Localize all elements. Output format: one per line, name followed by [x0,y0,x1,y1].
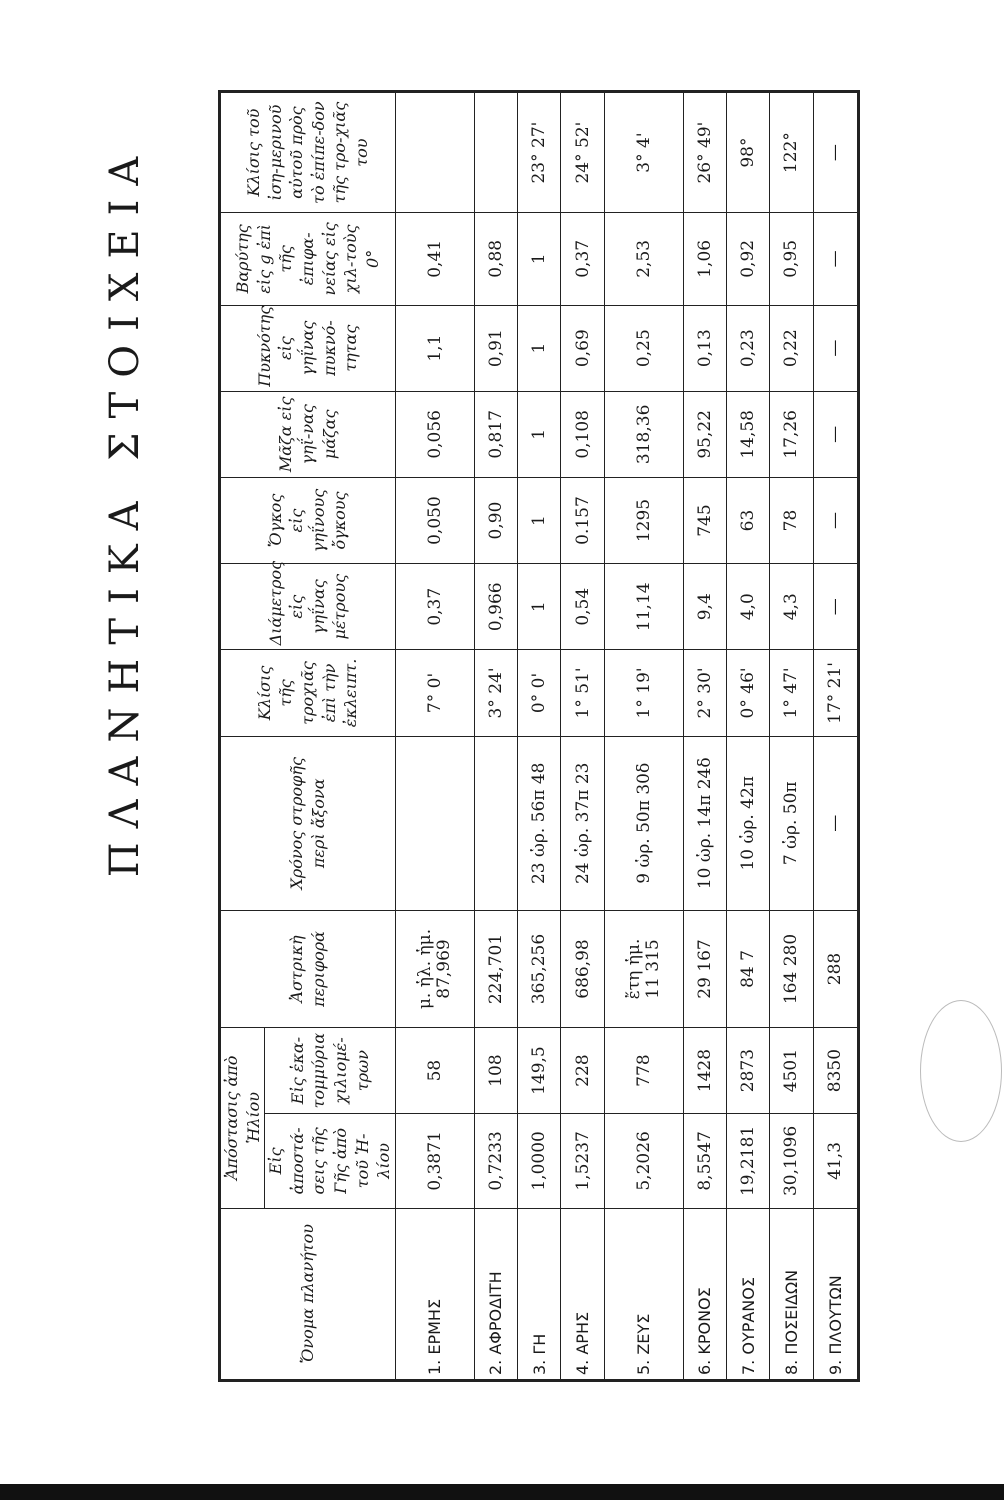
cell-sidereal: 686,98 [561,911,604,1028]
cell-rotation: 23 ὡρ. 56π 48 [518,736,561,910]
scan-stain [920,1000,1002,1142]
cell-diameter: 0,37 [395,564,474,650]
table-row [813,92,858,1381]
header-volume: Ὄγκος εἰς γηΐνους ὄγκους [220,477,396,563]
planet-name: 1. ΕΡΜΗΣ [395,1208,474,1380]
cell-volume: 63 [727,477,770,563]
cell-dist-km: 778 [604,1027,683,1113]
cell-sidereal: 164 280 [770,911,813,1028]
planet-name: 6. ΚΡΟΝΟΣ [683,1208,726,1380]
cell-axis-tilt: 98° [727,92,770,213]
cell-gravity: — [813,213,858,305]
cell-axis-tilt: 3° 4' [604,92,683,213]
cell-dist-km: 2873 [727,1027,770,1113]
cell-density: 1 [518,305,561,391]
cell-diameter: — [813,564,858,650]
cell-axis-tilt: 23° 27' [518,92,561,213]
cell-sidereal: 365,256 [518,911,561,1028]
cell-dist-au: 30,1096 [770,1114,813,1208]
cell-gravity: 0,37 [561,213,604,305]
table-row [604,92,683,1381]
cell-diameter: 9,4 [683,564,726,650]
header-dist-km: Εἰς ἑκα-τομμύρια χιλιομέ-τρων [265,1027,396,1113]
page-title: ΠΛΑΝΗΤΙΚΑ ΣΤΟΙΧΕΙΑ [102,142,148,878]
cell-volume: 78 [770,477,813,563]
cell-rotation: 10 ὡρ. 42π [727,736,770,910]
cell-dist-km: 58 [395,1027,474,1113]
cell-axis-tilt: 26° 49' [683,92,726,213]
header-sidereal: Ἀστρικὴ περιφορά [220,911,396,1028]
cell-gravity: 1 [518,213,561,305]
cell-mass: 318,36 [604,391,683,477]
cell-dist-km: 4501 [770,1027,813,1113]
cell-dist-au: 1,5237 [561,1114,604,1208]
cell-axis-tilt: — [813,92,858,213]
cell-diameter: 1 [518,564,561,650]
cell-mass: 0,108 [561,391,604,477]
cell-sidereal [395,911,474,1028]
cell-axis-tilt [474,92,517,213]
planet-name: 7. ΟΥΡΑΝΟΣ [727,1208,770,1380]
planet-name: 5. ΖΕΥΣ [604,1208,683,1380]
table-row [683,92,726,1381]
cell-volume: 745 [683,477,726,563]
cell-density: 0,22 [770,305,813,391]
cell-density: — [813,305,858,391]
header-dist-au: Εἰς ἀποστά-σεις τῆς Γῆς ἀπὸ τοῦ Ἡ-λίου [265,1114,396,1208]
planetary-data-table [218,90,860,1382]
cell-inclination: 17° 21' [813,650,858,736]
cell-dist-au: 5,2026 [604,1114,683,1208]
cell-dist-au: 1,0000 [518,1114,561,1208]
table-row [518,92,561,1381]
cell-volume: 0,90 [474,477,517,563]
cell-volume: 1 [518,477,561,563]
header-diameter: Διάμετρος εἰς γηΐνας μέτρους [220,564,396,650]
cell-dist-km: 149,5 [518,1027,561,1113]
cell-diameter: 4,0 [727,564,770,650]
cell-rotation: 7 ὡρ. 50π [770,736,813,910]
cell-axis-tilt: 122° [770,92,813,213]
header-rotation: Χρόνος στροφῆς περὶ ἄξονα [220,736,396,910]
cell-inclination: 2° 30' [683,650,726,736]
cell-rotation [395,736,474,910]
cell-gravity: 0,88 [474,213,517,305]
cell-rotation: 9 ὡρ. 50π 30δ [604,736,683,910]
cell-gravity: 0,92 [727,213,770,305]
cell-rotation: — [813,736,858,910]
scan-edge-strip [0,1484,1004,1500]
cell-rotation [474,736,517,910]
cell-dist-au: 0,3871 [395,1114,474,1208]
cell-dist-au: 19,2181 [727,1114,770,1208]
cell-density: 0,23 [727,305,770,391]
header-mass: Μᾶζα εἰς γηΐ-νας μάζας [220,391,396,477]
header-gravity: Βαρύτης εἰς g ἐπὶ τῆς ἐπιφα-νείας εἰς χιλ-τοὺς 0° [220,213,396,305]
cell-dist-km: 1428 [683,1027,726,1113]
cell-dist-km: 108 [474,1027,517,1113]
header-name: Ὄνομα πλανήτου [220,1208,396,1380]
sidereal-value: 11 315 [642,939,663,999]
cell-inclination: 0° 0' [518,650,561,736]
cell-diameter: 11,14 [604,564,683,650]
cell-inclination: 7° 0' [395,650,474,736]
cell-density: 0,25 [604,305,683,391]
planet-name: 3. ΓΗ [518,1208,561,1380]
rotated-table-wrapper [218,90,860,1382]
cell-rotation: 10 ὡρ. 14π 24δ [683,736,726,910]
cell-volume: 0,050 [395,477,474,563]
cell-sidereal: 288 [813,911,858,1028]
table-row [727,92,770,1381]
cell-diameter: 0,966 [474,564,517,650]
header-density: Πυκνότης εἰς γηΐνας πυκνό-τητας [220,305,396,391]
cell-mass: — [813,391,858,477]
cell-axis-tilt: 24° 52' [561,92,604,213]
cell-density: 0,69 [561,305,604,391]
sidereal-unit: μ. ἡλ. ἡμ. [415,928,436,1010]
planet-name: 8. ΠΟΣΕΙΔΩΝ [770,1208,813,1380]
header-distance-group: Ἀπόστασις ἀπὸ Ἡλίου [220,1027,265,1208]
planet-name: 9. ΠΛΟΥΤΩΝ [813,1208,858,1380]
cell-gravity: 0,95 [770,213,813,305]
cell-density: 0,91 [474,305,517,391]
cell-gravity: 1,06 [683,213,726,305]
cell-gravity: 2,53 [604,213,683,305]
cell-dist-au: 41,3 [813,1114,858,1208]
cell-mass: 14,58 [727,391,770,477]
sidereal-value: 87,969 [433,939,454,999]
planet-name: 4. ΑΡΗΣ [561,1208,604,1380]
cell-dist-au: 0,7233 [474,1114,517,1208]
cell-sidereal: 224,701 [474,911,517,1028]
cell-dist-km: 228 [561,1027,604,1113]
cell-mass: 1 [518,391,561,477]
cell-sidereal: 84 7 [727,911,770,1028]
cell-volume: 0.157 [561,477,604,563]
cell-density: 0,13 [683,305,726,391]
cell-sidereal [604,911,683,1028]
cell-dist-km: 8350 [813,1027,858,1113]
cell-dist-au: 8,5547 [683,1114,726,1208]
cell-mass: 95,22 [683,391,726,477]
cell-inclination: 1° 19' [604,650,683,736]
cell-inclination: 1° 51' [561,650,604,736]
cell-inclination: 3° 24' [474,650,517,736]
cell-mass: 0,056 [395,391,474,477]
cell-axis-tilt [395,92,474,213]
cell-diameter: 4,3 [770,564,813,650]
table-row [770,92,813,1381]
table-row [395,92,474,1381]
cell-inclination: 1° 47' [770,650,813,736]
cell-mass: 0,817 [474,391,517,477]
cell-volume: — [813,477,858,563]
cell-inclination: 0° 46' [727,650,770,736]
cell-sidereal: 29 167 [683,911,726,1028]
cell-rotation: 24 ὡρ. 37π 23 [561,736,604,910]
cell-gravity: 0,41 [395,213,474,305]
cell-density: 1,1 [395,305,474,391]
cell-mass: 17,26 [770,391,813,477]
cell-volume: 1295 [604,477,683,563]
table-row [474,92,517,1381]
sidereal-unit: ἔτη ἡμ. [624,938,645,1000]
header-inclination: Κλίσις τῆς τροχιᾶς ἐπὶ τὴν ἐκλειπτ. [220,650,396,736]
header-axis-tilt: Κλίσις τοῦ ἰση-μερινοῦ αὐτοῦ πρὸς τὸ ἐπίπε-δον τῆς τρο-χιᾶς του [220,92,396,213]
cell-diameter: 0,54 [561,564,604,650]
table-row [561,92,604,1381]
planet-name: 2. ΑΦΡΟΔΙΤΗ [474,1208,517,1380]
